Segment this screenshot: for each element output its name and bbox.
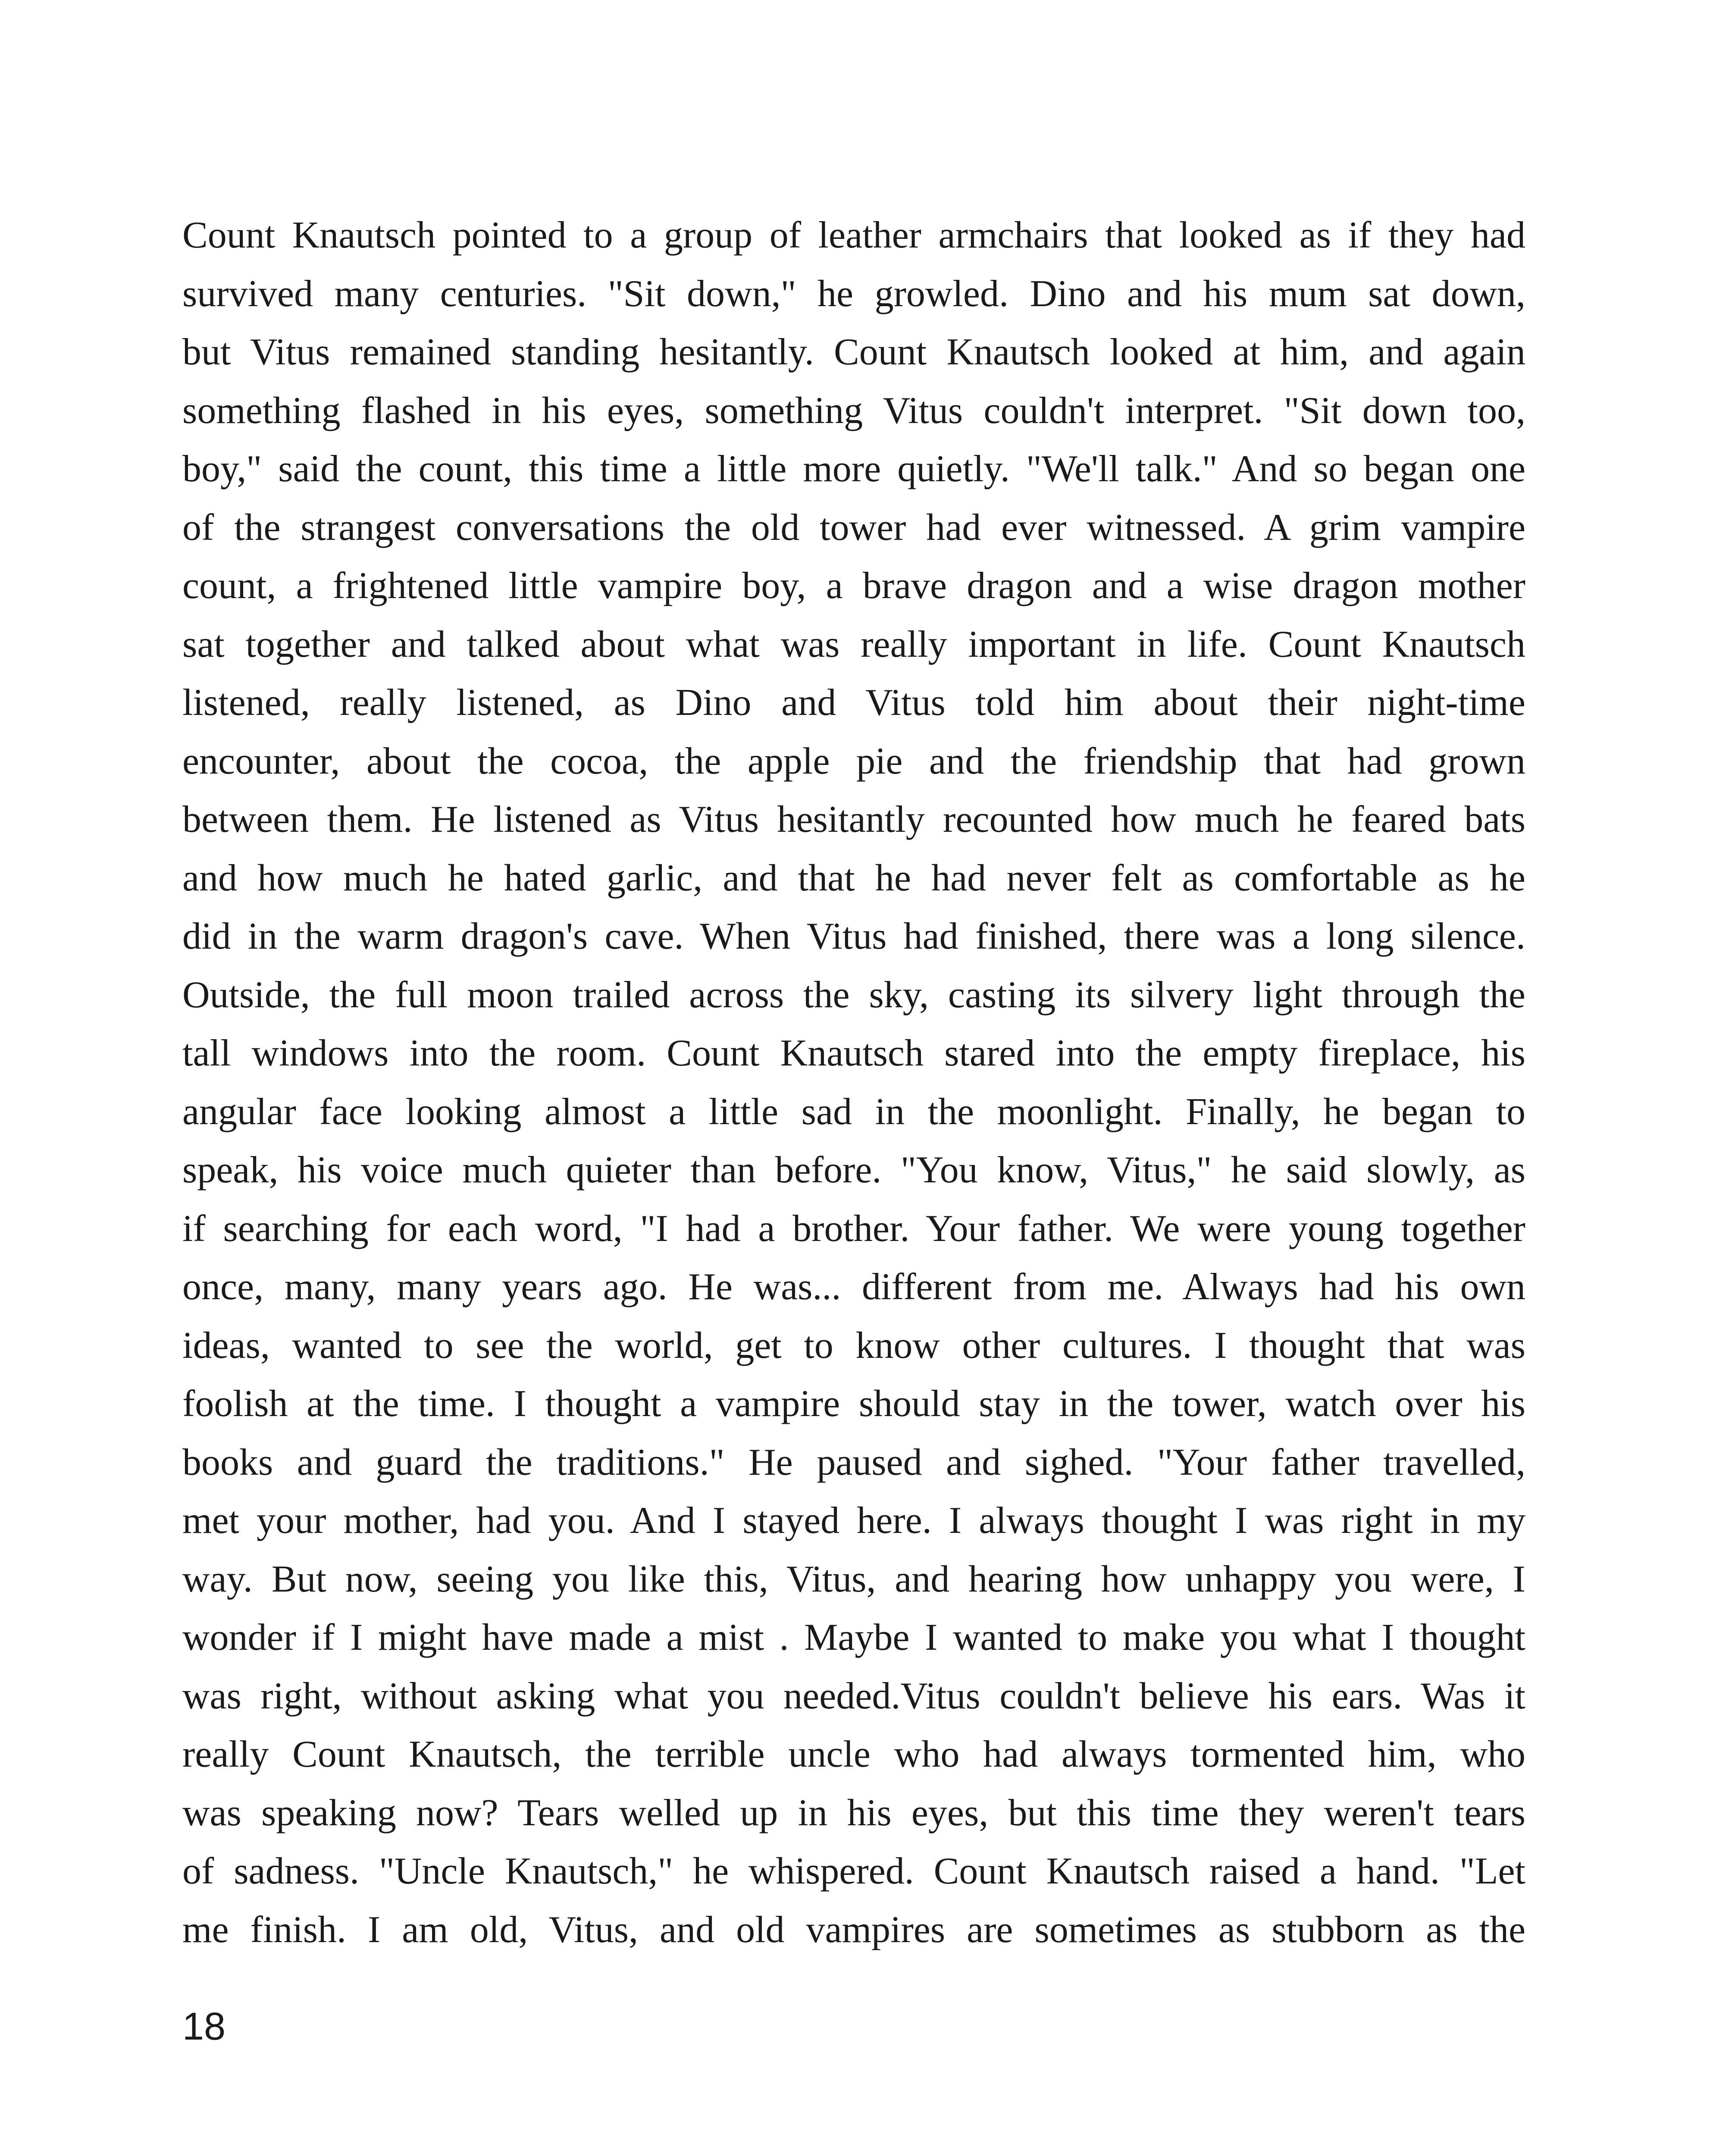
text-line: Count Knautsch pointed to a group of leather armchairs that looked as if they had	[182, 214, 1525, 256]
text-line: speak, his voice much quieter than before. "You know, Vitus," he said slowly, as	[182, 1149, 1525, 1191]
text-line: between them. He listened as Vitus hesitantly recounted how much he feared bats	[182, 799, 1525, 840]
text-line: books and guard the traditions." He paused and sighed. "Your father travelled,	[182, 1441, 1525, 1483]
body-text	[182, 206, 1525, 1959]
text-line: sat together and talked about what was really important in life. Count Knautsch	[182, 623, 1525, 665]
text-line: if searching for each word, "I had a brother. Your father. We were young together	[182, 1207, 1525, 1250]
text-line: encounter, about the cocoa, the apple pie and the friendship that had grown	[182, 740, 1525, 782]
text-line: listened, really listened, as Dino and Vitus told him about their night-time	[182, 682, 1525, 724]
text-line: met your mother, had you. And I stayed here. I always thought I was right in my	[182, 1500, 1525, 1542]
text-line: way. But now, seeing you like this, Vitus, and hearing how unhappy you were, I	[182, 1558, 1525, 1600]
text-line: once, many, many years ago. He was... different from me. Always had his own	[182, 1266, 1525, 1308]
text-line: tall windows into the room. Count Knautsch stared into the empty fireplace, his	[182, 1032, 1525, 1074]
text-line: ideas, wanted to see the world, get to know other cultures. I thought that was	[182, 1324, 1525, 1366]
text-line: of sadness. "Uncle Knautsch," he whispered. Count Knautsch raised a hand. "Let	[182, 1850, 1525, 1892]
text-line: wonder if I might have made a mist . Maybe I wanted to make you what I thought	[182, 1617, 1525, 1658]
text-line: me finish. I am old, Vitus, and old vampires are sometimes as stubborn as the	[182, 1908, 1525, 1951]
text-line: really Count Knautsch, the terrible uncle who had always tormented him, who	[182, 1733, 1525, 1775]
text-line: something flashed in his eyes, something Vitus couldn't interpret. "Sit down too,	[182, 389, 1525, 432]
text-line: was right, without asking what you needed.Vitus couldn't believe his ears. Was it	[182, 1675, 1525, 1717]
text-line: boy," said the count, this time a little more quietly. "We'll talk." And so began one	[182, 448, 1525, 490]
text-line: and how much he hated garlic, and that he had never felt as comfortable as he	[182, 857, 1525, 899]
text-line: was speaking now? Tears welled up in his eyes, but this time they weren't tears	[182, 1792, 1525, 1834]
text-line: survived many centuries. "Sit down," he growled. Dino and his mum sat down,	[182, 273, 1525, 315]
text-line: count, a frightened little vampire boy, a brave dragon and a wise dragon mother	[182, 565, 1525, 607]
page-number: 18	[182, 2005, 226, 2048]
text-line: did in the warm dragon's cave. When Vitus had finished, there was a long silence.	[182, 915, 1525, 957]
text-line: but Vitus remained standing hesitantly. Count Knautsch looked at him, and again	[182, 331, 1525, 373]
text-line: Outside, the full moon trailed across the sky, casting its silvery light through the	[182, 974, 1525, 1016]
text-line: foolish at the time. I thought a vampire should stay in the tower, watch over his	[182, 1383, 1525, 1425]
text-line: angular face looking almost a little sad in the moonlight. Finally, he began to	[182, 1091, 1525, 1133]
text-line: of the strangest conversations the old tower had ever witnessed. A grim vampire	[182, 506, 1525, 548]
